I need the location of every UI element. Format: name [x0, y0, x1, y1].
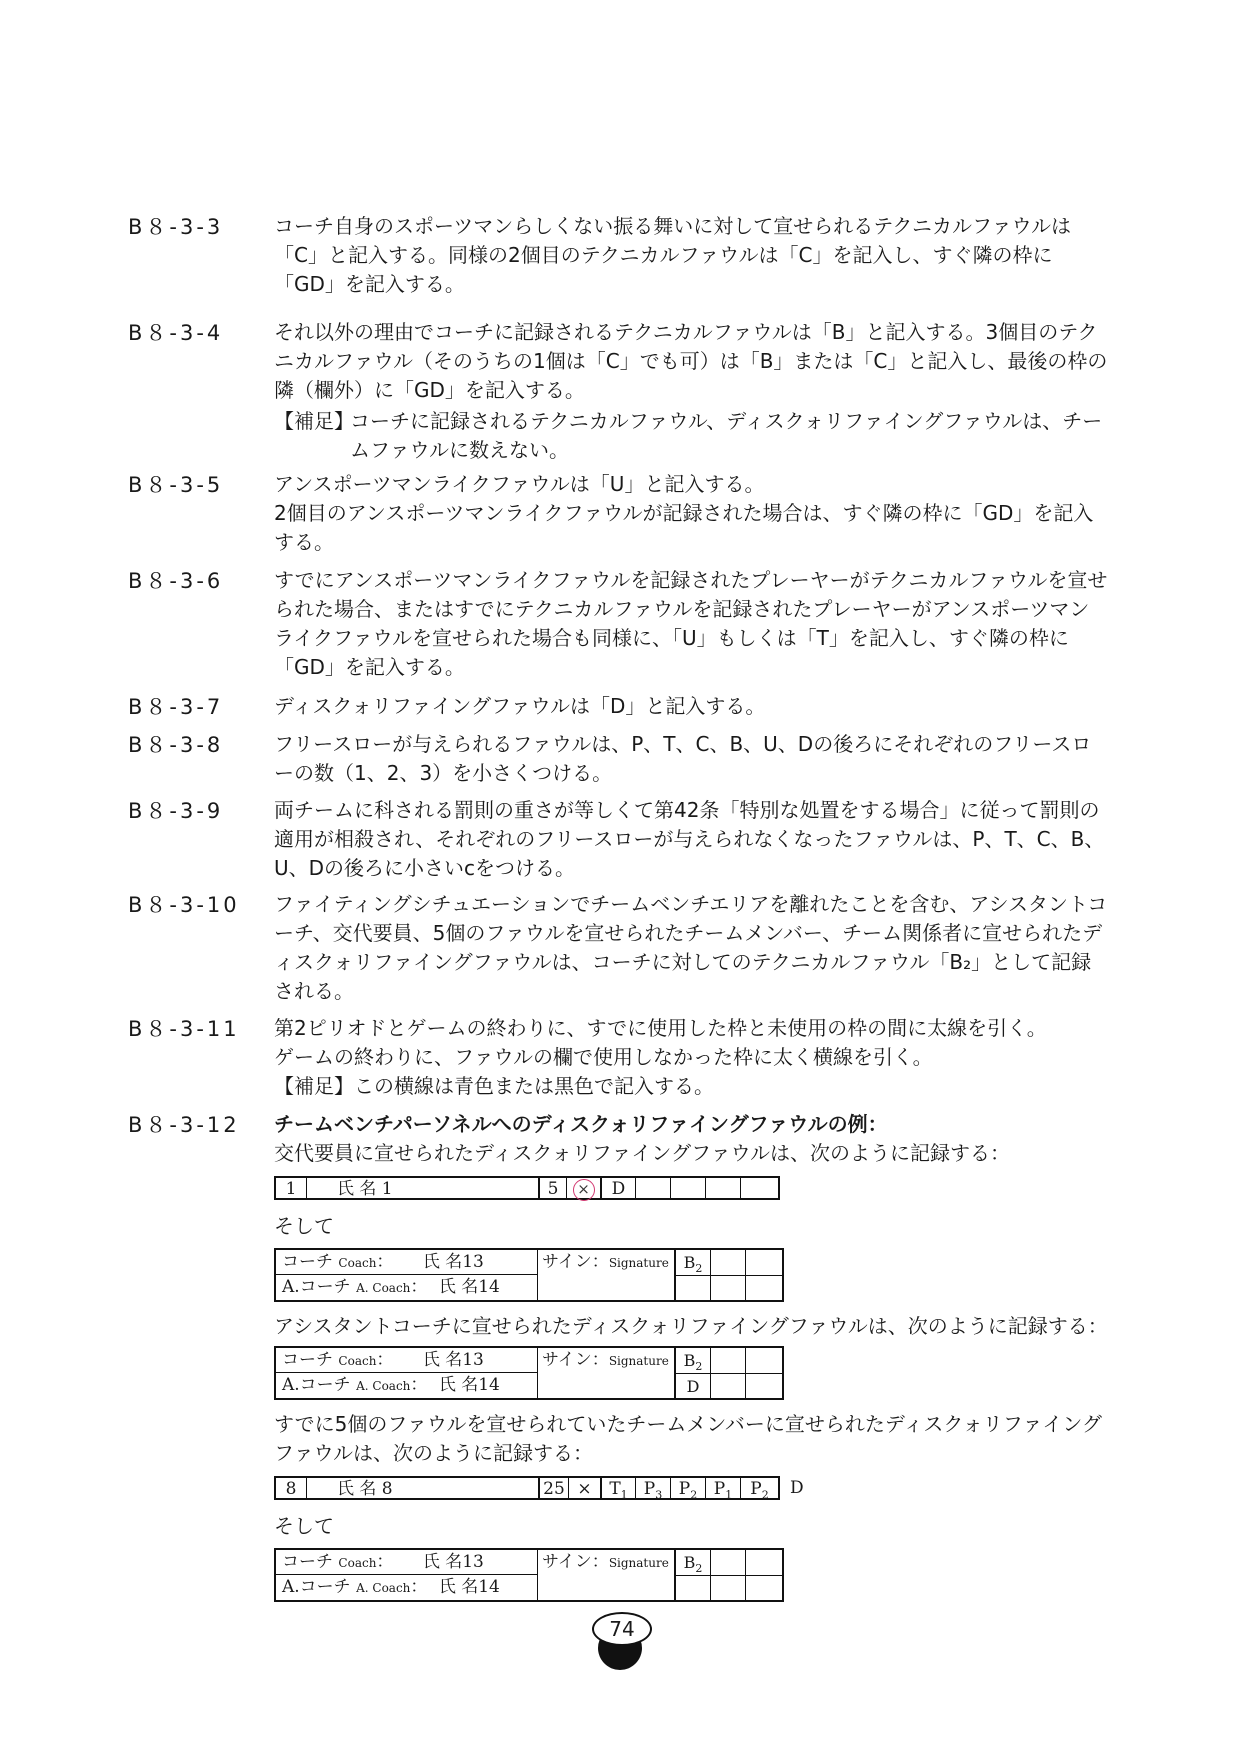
signature-en: Signature [608, 1556, 669, 1570]
player-number: 1 [285, 1179, 297, 1199]
coach-line [282, 1250, 484, 1274]
foul-box [676, 1550, 711, 1575]
rule-id: B８-3-4 [128, 321, 224, 345]
foul-box [635, 1178, 670, 1198]
signature-label: サイン： [542, 1350, 609, 1370]
foul-box [711, 1550, 746, 1575]
foul-box [746, 1576, 781, 1601]
rule-id: B８-3-6 [128, 569, 224, 593]
acoach-line [282, 1373, 500, 1397]
rule-id: B８-3-7 [128, 695, 224, 719]
example-asst-coach [274, 1312, 1114, 1341]
acoach-label: A.コーチ [282, 1277, 351, 1297]
b2-letter: B [683, 1351, 696, 1370]
signature-cell [538, 1250, 676, 1300]
colon: ： [410, 1375, 428, 1395]
example-text: 交代要員に宣せられたディスクォリファイングファウルは、次のように記録する： [274, 1141, 1010, 1165]
foul-letter: P [678, 1479, 691, 1499]
foul-box [746, 1250, 781, 1275]
b2-letter: B [683, 1253, 696, 1272]
foul-letter: P [750, 1479, 762, 1499]
rule-text: それ以外の理由でコーチに記録されるテクニカルファウルは「B」と記入する。3個目のテクニカルファウル（そのうちの1個は「C」でも可）は「B」または「C」と記入し、最後の枠の隣（欄外）に「GD」を記入する。 [274, 320, 1108, 402]
acoach-name: 氏 名14 [438, 1577, 500, 1597]
rule-body [274, 730, 1108, 788]
rule-body [274, 692, 1108, 721]
soshite-2 [274, 1512, 974, 1541]
signature-label: サイン： [542, 1252, 609, 1272]
foul-box [705, 1478, 740, 1502]
coach-line [282, 1348, 484, 1372]
supplement-tag: 【補足】 [274, 409, 354, 433]
coach-foul-boxes [676, 1348, 782, 1398]
rule-text: フリースローが与えられるファウルは、P、T、C、B、U、Dの後ろにそれぞれのフリースローの数（1、2、3）を小さくつける。 [274, 732, 1092, 785]
example-text: すでに5個のファウルを宣せられていたチームメンバーに宣せられたディスクォリファイングファウルは、次のように記録する： [274, 1412, 1102, 1465]
acoach-name: 氏 名14 [438, 1375, 500, 1395]
rule-text: 2個目のアンスポーツマンライクファウルが記録された場合は、すぐ隣の枠に「GD」を記入する。 [274, 501, 1094, 554]
coach-name: 氏 名13 [422, 1252, 484, 1272]
coach-label: コーチ [282, 1252, 333, 1272]
coach-line [282, 1550, 484, 1574]
foul-letter: T [609, 1479, 621, 1499]
signature-en: Signature [608, 1354, 669, 1368]
player-name: 氏 名 1 [306, 1178, 538, 1198]
rule-text: ファイティングシチュエーションでチームベンチエリアを離れたことを含む、アシスタントコーチ、交代要員、5個のファウルを宣せられたチームメンバー、チーム関係者に宣せられたディスクォリファイングファウルは、コーチに対してのテクニカルファウル「B₂」として記録される。 [274, 892, 1108, 1003]
b2-letter: B [683, 1553, 696, 1572]
foul-box [670, 1478, 705, 1502]
foul-sub: 1 [620, 1488, 628, 1502]
foul-sub: 2 [690, 1488, 698, 1502]
coach-label: コーチ [282, 1350, 333, 1370]
rule-id: B８-3-5 [128, 473, 224, 497]
player-name: 氏 名 8 [306, 1478, 538, 1498]
foul-sub: 2 [761, 1488, 769, 1502]
rule-body [274, 1014, 1108, 1101]
page-number: 74 [592, 1612, 652, 1646]
coach-foul-boxes [676, 1250, 782, 1300]
rule-body [274, 212, 1108, 299]
cross-cell: × [568, 1478, 600, 1498]
foul-box [676, 1576, 711, 1601]
rule-text: すでにアンスポーツマンライクファウルを記録されたプレーヤーがテクニカルファウルを宣せられた場合、またはすでにテクニカルファウルを記録されたプレーヤーがアンスポーツマンライクファウルを宣せられた場合も同様に、「U」もしくは「T」を記入し、すぐ隣の枠に「GD」を記入する。 [274, 568, 1108, 679]
b2-sub: 2 [695, 1262, 703, 1276]
foul-box [746, 1348, 781, 1373]
acoach-name: 氏 名14 [438, 1277, 500, 1297]
foul-box [676, 1250, 711, 1275]
b2-sub: 2 [695, 1562, 703, 1576]
colon: ： [376, 1552, 394, 1572]
acoach-label: A.コーチ [282, 1577, 351, 1597]
rule-body [274, 470, 1108, 557]
coach-en: Coach [338, 1556, 377, 1570]
rule-id: B８-3-12 [128, 1113, 240, 1137]
colon: ： [410, 1577, 428, 1597]
coach-table [274, 1346, 784, 1400]
foul-box [670, 1178, 705, 1198]
example-text: そして [274, 1514, 334, 1538]
rule-id: B８-3-9 [128, 799, 224, 823]
supplement-note [274, 407, 1108, 465]
player-fouls: 5 [538, 1178, 566, 1198]
rule-body [274, 796, 1108, 883]
foul-box [635, 1478, 670, 1502]
coach-name: 氏 名13 [422, 1552, 484, 1572]
rule-body [274, 318, 1108, 465]
soshite-1 [274, 1212, 974, 1241]
player-number: 8 [285, 1479, 297, 1499]
foul-box: D [676, 1374, 711, 1399]
circled-cross-cell [566, 1178, 600, 1198]
rule-text: ゲームの終わりに、ファウルの欄で使用しなかった枠に太く横線を引く。 [274, 1045, 933, 1069]
scoresheet-row [274, 1176, 780, 1200]
rule-body [274, 1110, 1108, 1168]
acoach-en: A. Coach [356, 1581, 411, 1595]
coach-en: Coach [338, 1256, 377, 1270]
foul-box [746, 1374, 781, 1399]
colon: ： [410, 1277, 428, 1297]
foul-box [600, 1478, 635, 1502]
rule-text: ディスクォリファイングファウルは「D」と記入する。 [274, 694, 766, 718]
acoach-label: A.コーチ [282, 1375, 351, 1395]
player-fouls: 25 [538, 1478, 568, 1498]
coach-label: コーチ [282, 1552, 333, 1572]
foul-box [676, 1276, 711, 1301]
rule-text: 第2ピリオドとゲームの終わりに、すでに使用した枠と未使用の枠の間に太線を引く。 [274, 1016, 1047, 1040]
signature-en: Signature [608, 1256, 669, 1270]
signature-cell [538, 1550, 676, 1600]
foul-box [746, 1550, 781, 1575]
foul-box [740, 1178, 778, 1198]
foul-box [711, 1348, 746, 1373]
rule-body [274, 566, 1108, 682]
foul-box [711, 1250, 746, 1275]
coach-name: 氏 名13 [422, 1350, 484, 1370]
rule-text: アンスポーツマンライクファウルは「U」と記入する。 [274, 472, 765, 496]
foul-letter: P [643, 1479, 656, 1499]
colon: ： [376, 1350, 394, 1370]
foul-sub: 1 [725, 1488, 733, 1502]
foul-box [676, 1348, 711, 1373]
outside-mark: D [790, 1478, 804, 1498]
coach-table [274, 1248, 784, 1302]
foul-box: D [600, 1178, 635, 1198]
example-heading: チームベンチパーソネルへのディスクォリファイングファウルの例： [274, 1112, 888, 1136]
acoach-line [282, 1575, 500, 1599]
supplement-text: コーチに記録されるテクニカルファウル、ディスクォリファイングファウルは、チームファウルに数えない。 [350, 409, 1103, 462]
coach-names [276, 1348, 538, 1398]
foul-letter: P [713, 1479, 726, 1499]
rule-text: 両チームに科される罰則の重さが等しくて第42条「特別な処置をする場合」に従って罰則の適用が相殺され、それぞれのフリースローが与えられなくなったファウルは、P、T、C、B、U、Dの後ろに小さいcをつける。 [274, 798, 1105, 880]
rule-body [274, 890, 1108, 1006]
coach-foul-boxes [676, 1550, 782, 1600]
foul-box [746, 1276, 781, 1301]
coach-table [274, 1548, 784, 1602]
acoach-en: A. Coach [356, 1281, 411, 1295]
rule-text: 【補足】この横線は青色または黒色で記入する。 [274, 1074, 714, 1098]
example-team-member [274, 1410, 1108, 1468]
signature-label: サイン： [542, 1552, 609, 1572]
foul-box [705, 1178, 740, 1198]
foul-box [711, 1576, 746, 1601]
foul-box [740, 1478, 778, 1502]
coach-en: Coach [338, 1354, 377, 1368]
foul-sub: 3 [655, 1488, 663, 1502]
coach-names [276, 1550, 538, 1600]
foul-box [711, 1276, 746, 1301]
rule-id: B８-3-11 [128, 1017, 240, 1041]
coach-names [276, 1250, 538, 1300]
signature-cell [538, 1348, 676, 1398]
circled-cross: × [573, 1179, 595, 1201]
b2-sub: 2 [695, 1360, 703, 1374]
rule-text: コーチ自身のスポーツマンらしくない振る舞いに対して宣せられるテクニカルファウルは「C」と記入する。同様の2個目のテクニカルファウルは「C」を記入し、すぐ隣の枠に「GD」を記入する。 [274, 214, 1071, 296]
colon: ： [376, 1252, 394, 1272]
acoach-en: A. Coach [356, 1379, 411, 1393]
example-text: そして [274, 1214, 334, 1238]
rule-id: B８-3-8 [128, 733, 224, 757]
rule-id: B８-3-3 [128, 215, 224, 239]
acoach-line [282, 1275, 500, 1299]
scoresheet-row [274, 1476, 780, 1500]
foul-box [711, 1374, 746, 1399]
rule-id: B８-3-10 [128, 893, 240, 917]
example-text: アシスタントコーチに宣せられたディスクォリファイングファウルは、次のように記録する： [274, 1314, 1108, 1338]
